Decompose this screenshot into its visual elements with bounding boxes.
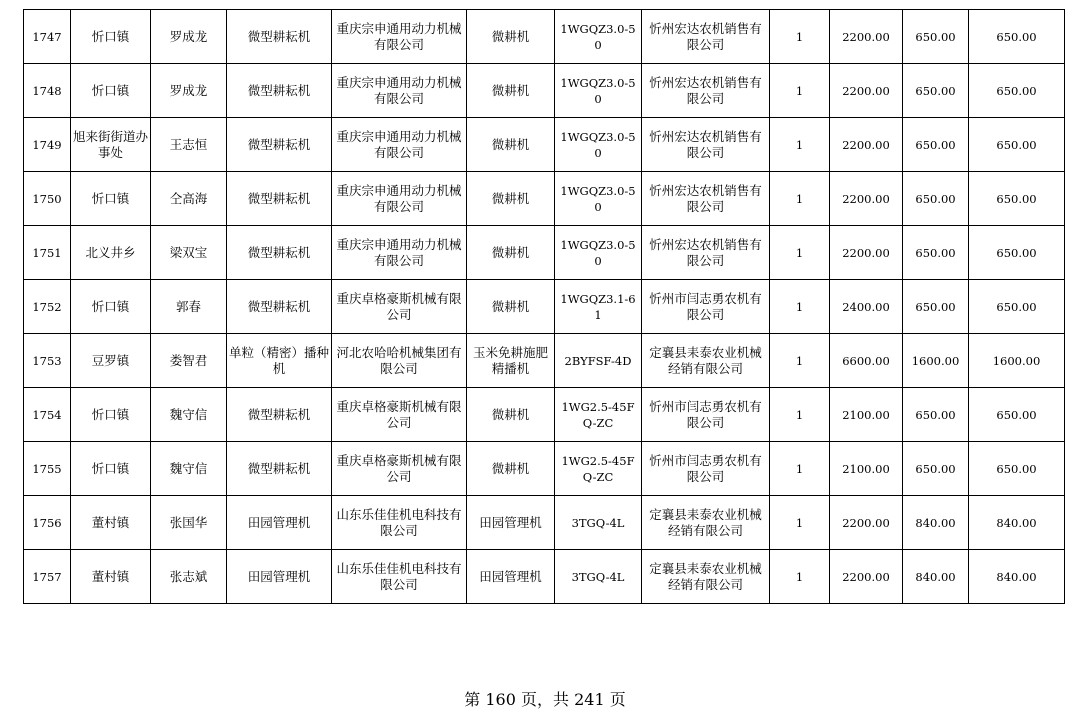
total-subsidy-cell: 840.00 — [969, 550, 1065, 604]
table-row — [24, 388, 1065, 442]
buyer-name-cell: 张国华 — [151, 496, 227, 550]
product-name-cell: 微耕机 — [467, 118, 555, 172]
price-cell: 2200.00 — [830, 64, 903, 118]
price-cell: 2100.00 — [830, 388, 903, 442]
buyer-name-cell: 魏守信 — [151, 442, 227, 496]
buyer-name-cell: 张志斌 — [151, 550, 227, 604]
dealer-cell: 忻州宏达农机销售有限公司 — [642, 226, 770, 280]
dealer-cell: 忻州宏达农机销售有限公司 — [642, 64, 770, 118]
model-cell: 1WGQZ3.0-50 — [555, 118, 642, 172]
subsidy-cell: 840.00 — [903, 496, 969, 550]
model-cell: 2BYFSF-4D — [555, 334, 642, 388]
town-cell: 忻口镇 — [71, 388, 151, 442]
table-row — [24, 172, 1065, 226]
quantity-cell: 1 — [770, 442, 830, 496]
subsidy-cell: 650.00 — [903, 10, 969, 64]
row-number: 1754 — [24, 388, 71, 442]
dealer-cell: 忻州市闫志勇农机有限公司 — [642, 388, 770, 442]
manufacturer-cell: 重庆宗申通用动力机械有限公司 — [332, 172, 467, 226]
category-cell: 微型耕耘机 — [227, 388, 332, 442]
model-cell: 1WGQZ3.0-50 — [555, 64, 642, 118]
table-row — [24, 334, 1065, 388]
category-cell: 微型耕耘机 — [227, 172, 332, 226]
buyer-name-cell: 梁双宝 — [151, 226, 227, 280]
subsidy-cell: 840.00 — [903, 550, 969, 604]
total-subsidy-cell: 650.00 — [969, 280, 1065, 334]
row-number: 1753 — [24, 334, 71, 388]
subsidy-cell: 650.00 — [903, 280, 969, 334]
dealer-cell: 定襄县耒泰农业机械经销有限公司 — [642, 550, 770, 604]
row-number: 1747 — [24, 10, 71, 64]
row-number: 1749 — [24, 118, 71, 172]
buyer-name-cell: 仝高海 — [151, 172, 227, 226]
category-cell: 微型耕耘机 — [227, 280, 332, 334]
price-cell: 2200.00 — [830, 496, 903, 550]
table-row — [24, 280, 1065, 334]
manufacturer-cell: 山东乐佳佳机电科技有限公司 — [332, 550, 467, 604]
total-subsidy-cell: 650.00 — [969, 172, 1065, 226]
row-number: 1755 — [24, 442, 71, 496]
price-cell: 2100.00 — [830, 442, 903, 496]
quantity-cell: 1 — [770, 172, 830, 226]
subsidy-table — [23, 9, 1065, 604]
subsidy-cell: 1600.00 — [903, 334, 969, 388]
row-number: 1752 — [24, 280, 71, 334]
row-number: 1748 — [24, 64, 71, 118]
price-cell: 2200.00 — [830, 550, 903, 604]
model-cell: 1WGQZ3.0-50 — [555, 10, 642, 64]
total-subsidy-cell: 1600.00 — [969, 334, 1065, 388]
town-cell: 忻口镇 — [71, 280, 151, 334]
dealer-cell: 定襄县耒泰农业机械经销有限公司 — [642, 496, 770, 550]
subsidy-cell: 650.00 — [903, 118, 969, 172]
manufacturer-cell: 河北农哈哈机械集团有限公司 — [332, 334, 467, 388]
town-cell: 旭来街街道办事处 — [71, 118, 151, 172]
product-name-cell: 田园管理机 — [467, 496, 555, 550]
buyer-name-cell: 郭春 — [151, 280, 227, 334]
total-subsidy-cell: 650.00 — [969, 388, 1065, 442]
row-number: 1750 — [24, 172, 71, 226]
price-cell: 2200.00 — [830, 226, 903, 280]
product-name-cell: 微耕机 — [467, 10, 555, 64]
page-footer: 第 160 页，共 241 页 — [464, 690, 626, 709]
table-row — [24, 226, 1065, 280]
quantity-cell: 1 — [770, 334, 830, 388]
category-cell: 微型耕耘机 — [227, 442, 332, 496]
manufacturer-cell: 重庆卓格豪斯机械有限公司 — [332, 388, 467, 442]
table-row — [24, 10, 1065, 64]
quantity-cell: 1 — [770, 550, 830, 604]
dealer-cell: 忻州宏达农机销售有限公司 — [642, 10, 770, 64]
product-name-cell: 微耕机 — [467, 172, 555, 226]
manufacturer-cell: 山东乐佳佳机电科技有限公司 — [332, 496, 467, 550]
quantity-cell: 1 — [770, 64, 830, 118]
price-cell: 6600.00 — [830, 334, 903, 388]
quantity-cell: 1 — [770, 280, 830, 334]
buyer-name-cell: 王志恒 — [151, 118, 227, 172]
dealer-cell: 忻州宏达农机销售有限公司 — [642, 118, 770, 172]
buyer-name-cell: 罗成龙 — [151, 64, 227, 118]
town-cell: 忻口镇 — [71, 10, 151, 64]
subsidy-cell: 650.00 — [903, 388, 969, 442]
category-cell: 单粒（精密）播种机 — [227, 334, 332, 388]
product-name-cell: 微耕机 — [467, 280, 555, 334]
buyer-name-cell: 罗成龙 — [151, 10, 227, 64]
table-body — [24, 10, 1065, 604]
town-cell: 豆罗镇 — [71, 334, 151, 388]
product-name-cell: 微耕机 — [467, 64, 555, 118]
table-row — [24, 496, 1065, 550]
buyer-name-cell: 娄智君 — [151, 334, 227, 388]
row-number: 1757 — [24, 550, 71, 604]
dealer-cell: 忻州宏达农机销售有限公司 — [642, 172, 770, 226]
price-cell: 2200.00 — [830, 10, 903, 64]
quantity-cell: 1 — [770, 226, 830, 280]
product-name-cell: 微耕机 — [467, 442, 555, 496]
model-cell: 1WG2.5-45FQ-ZC — [555, 442, 642, 496]
manufacturer-cell: 重庆宗申通用动力机械有限公司 — [332, 226, 467, 280]
quantity-cell: 1 — [770, 10, 830, 64]
dealer-cell: 忻州市闫志勇农机有限公司 — [642, 442, 770, 496]
subsidy-cell: 650.00 — [903, 172, 969, 226]
price-cell: 2400.00 — [830, 280, 903, 334]
table-row — [24, 118, 1065, 172]
table-row — [24, 442, 1065, 496]
model-cell: 1WGQZ3.1-61 — [555, 280, 642, 334]
quantity-cell: 1 — [770, 388, 830, 442]
dealer-cell: 定襄县耒泰农业机械经销有限公司 — [642, 334, 770, 388]
town-cell: 忻口镇 — [71, 64, 151, 118]
product-name-cell: 微耕机 — [467, 226, 555, 280]
manufacturer-cell: 重庆宗申通用动力机械有限公司 — [332, 118, 467, 172]
subsidy-cell: 650.00 — [903, 442, 969, 496]
manufacturer-cell: 重庆卓格豪斯机械有限公司 — [332, 442, 467, 496]
row-number: 1751 — [24, 226, 71, 280]
total-subsidy-cell: 650.00 — [969, 226, 1065, 280]
model-cell: 3TGQ-4L — [555, 550, 642, 604]
subsidy-cell: 650.00 — [903, 64, 969, 118]
model-cell: 3TGQ-4L — [555, 496, 642, 550]
model-cell: 1WG2.5-45FQ-ZC — [555, 388, 642, 442]
product-name-cell: 田园管理机 — [467, 550, 555, 604]
category-cell: 田园管理机 — [227, 496, 332, 550]
category-cell: 微型耕耘机 — [227, 226, 332, 280]
category-cell: 微型耕耘机 — [227, 10, 332, 64]
table-row — [24, 64, 1065, 118]
manufacturer-cell: 重庆卓格豪斯机械有限公司 — [332, 280, 467, 334]
buyer-name-cell: 魏守信 — [151, 388, 227, 442]
subsidy-cell: 650.00 — [903, 226, 969, 280]
town-cell: 忻口镇 — [71, 442, 151, 496]
total-subsidy-cell: 650.00 — [969, 64, 1065, 118]
town-cell: 董村镇 — [71, 550, 151, 604]
total-subsidy-cell: 650.00 — [969, 118, 1065, 172]
price-cell: 2200.00 — [830, 118, 903, 172]
product-name-cell: 微耕机 — [467, 388, 555, 442]
manufacturer-cell: 重庆宗申通用动力机械有限公司 — [332, 10, 467, 64]
town-cell: 北义井乡 — [71, 226, 151, 280]
price-cell: 2200.00 — [830, 172, 903, 226]
model-cell: 1WGQZ3.0-50 — [555, 172, 642, 226]
category-cell: 田园管理机 — [227, 550, 332, 604]
town-cell: 忻口镇 — [71, 172, 151, 226]
town-cell: 董村镇 — [71, 496, 151, 550]
category-cell: 微型耕耘机 — [227, 64, 332, 118]
quantity-cell: 1 — [770, 496, 830, 550]
total-subsidy-cell: 650.00 — [969, 442, 1065, 496]
quantity-cell: 1 — [770, 118, 830, 172]
row-number: 1756 — [24, 496, 71, 550]
table-row — [24, 550, 1065, 604]
total-subsidy-cell: 650.00 — [969, 10, 1065, 64]
total-subsidy-cell: 840.00 — [969, 496, 1065, 550]
dealer-cell: 忻州市闫志勇农机有限公司 — [642, 280, 770, 334]
product-name-cell: 玉米免耕施肥精播机 — [467, 334, 555, 388]
category-cell: 微型耕耘机 — [227, 118, 332, 172]
manufacturer-cell: 重庆宗申通用动力机械有限公司 — [332, 64, 467, 118]
model-cell: 1WGQZ3.0-50 — [555, 226, 642, 280]
